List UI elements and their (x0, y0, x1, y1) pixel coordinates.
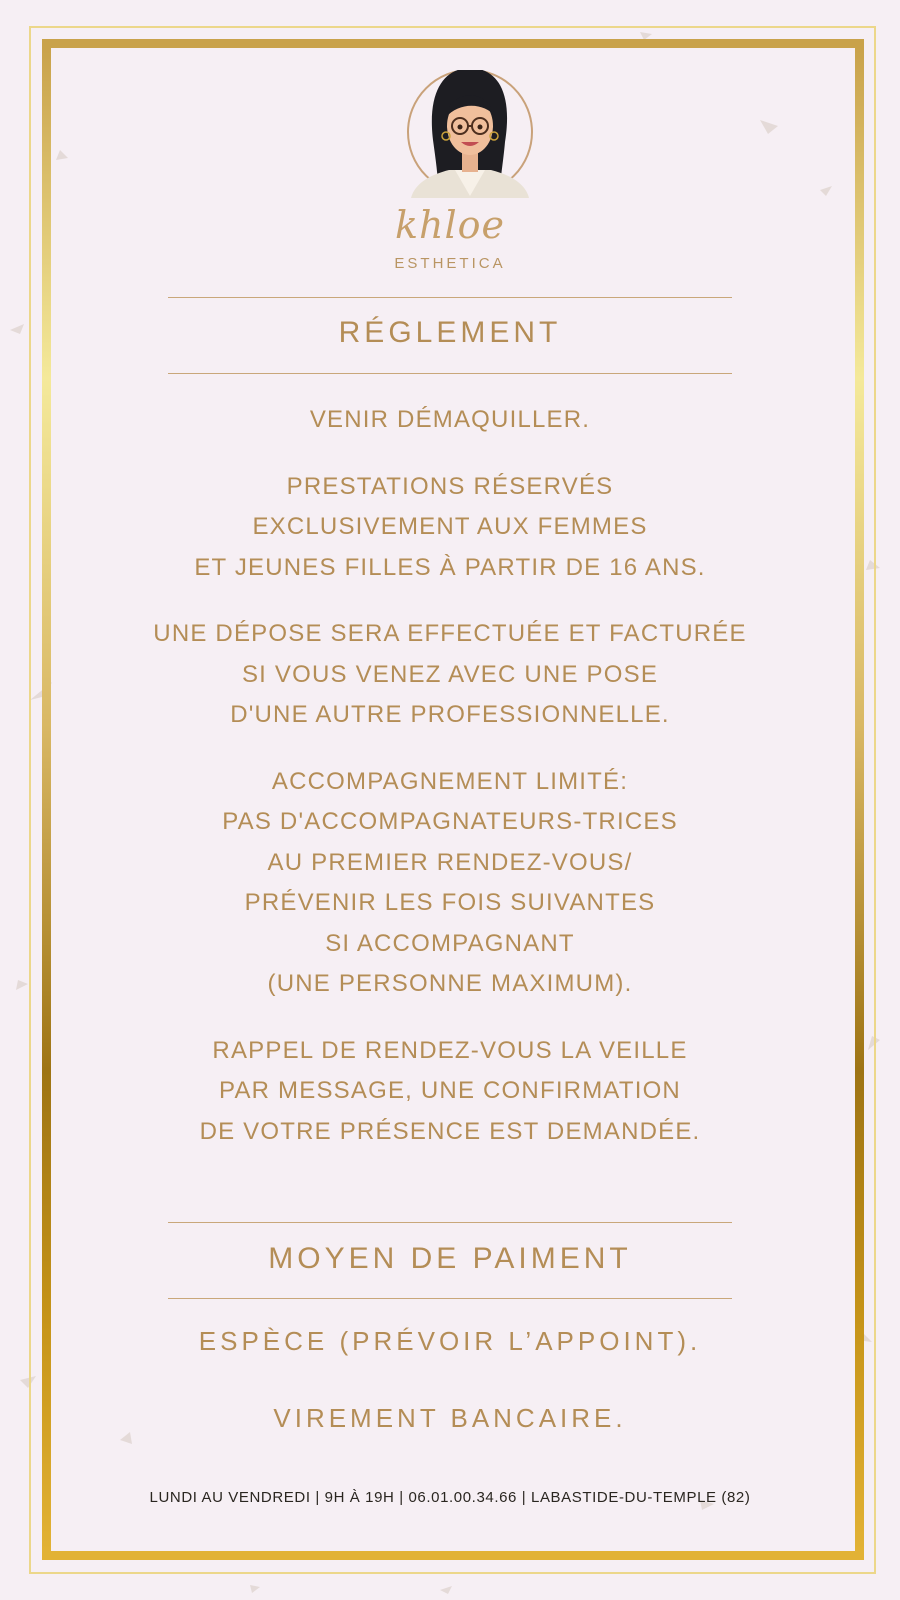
rule-line: DE VOTRE PRÉSENCE EST DEMANDÉE. (199, 1117, 701, 1145)
divider (168, 373, 732, 374)
rule-line: (UNE PERSONNE MAXIMUM). (267, 970, 633, 997)
rule-line: SI ACCOMPAGNANT (325, 929, 575, 957)
rule-item (0, 762, 900, 1005)
rule-line: ET JEUNES FILLES À PARTIR DE 16 ANS. (194, 553, 706, 581)
rule-line: PRÉVENIR LES FOIS SUIVANTES (244, 889, 656, 916)
divider (168, 1298, 732, 1299)
rule-item (0, 467, 900, 589)
rule-item (0, 614, 900, 736)
rule-line: UNE DÉPOSE SERA EFFECTUÉE ET FACTURÉE (153, 620, 747, 647)
rule-item (0, 1031, 900, 1153)
rule-line: RAPPEL DE RENDEZ-VOUS LA VEILLE (212, 1036, 688, 1064)
avatar-logo (405, 70, 535, 200)
payment-method-transfer: VIREMENT BANCAIRE. (273, 1403, 627, 1433)
rule-line: PAR MESSAGE, UNE CONFIRMATION (219, 1077, 681, 1104)
brand-name: khloe (394, 203, 506, 247)
rule-line: PRESTATIONS RÉSERVÉS (286, 472, 614, 500)
footer-info: LUNDI AU VENDREDI | 9H À 19H | 06.01.00.34.66 | LABASTIDE-DU-TEMPLE (82) (149, 1489, 751, 1506)
payment-method-cash: ESPÈCE (PRÉVOIR L’APPOINT). (198, 1326, 702, 1356)
divider (168, 1222, 732, 1223)
payment-title: MOYEN DE PAIMENT (268, 1242, 632, 1275)
rule-line: EXCLUSIVEMENT AUX FEMMES (252, 513, 648, 540)
rule-item (0, 400, 900, 441)
reglement-title: RÉGLEMENT (338, 316, 562, 349)
rule-line: SI VOUS VENEZ AVEC UNE POSE (241, 660, 659, 688)
divider (168, 297, 732, 298)
rules-list (0, 400, 900, 1178)
rule-line: PAS D'ACCOMPAGNATEURS-TRICES (222, 808, 678, 835)
rule-line: D'UNE AUTRE PROFESSIONNELLE. (230, 701, 670, 728)
brand-subtitle: ESTHETICA (394, 255, 506, 272)
rule-line: VENIR DÉMAQUILLER. (309, 406, 591, 433)
rule-line: AU PREMIER RENDEZ-VOUS/ (267, 848, 633, 876)
rule-line: ACCOMPAGNEMENT LIMITÉ: (271, 767, 629, 795)
